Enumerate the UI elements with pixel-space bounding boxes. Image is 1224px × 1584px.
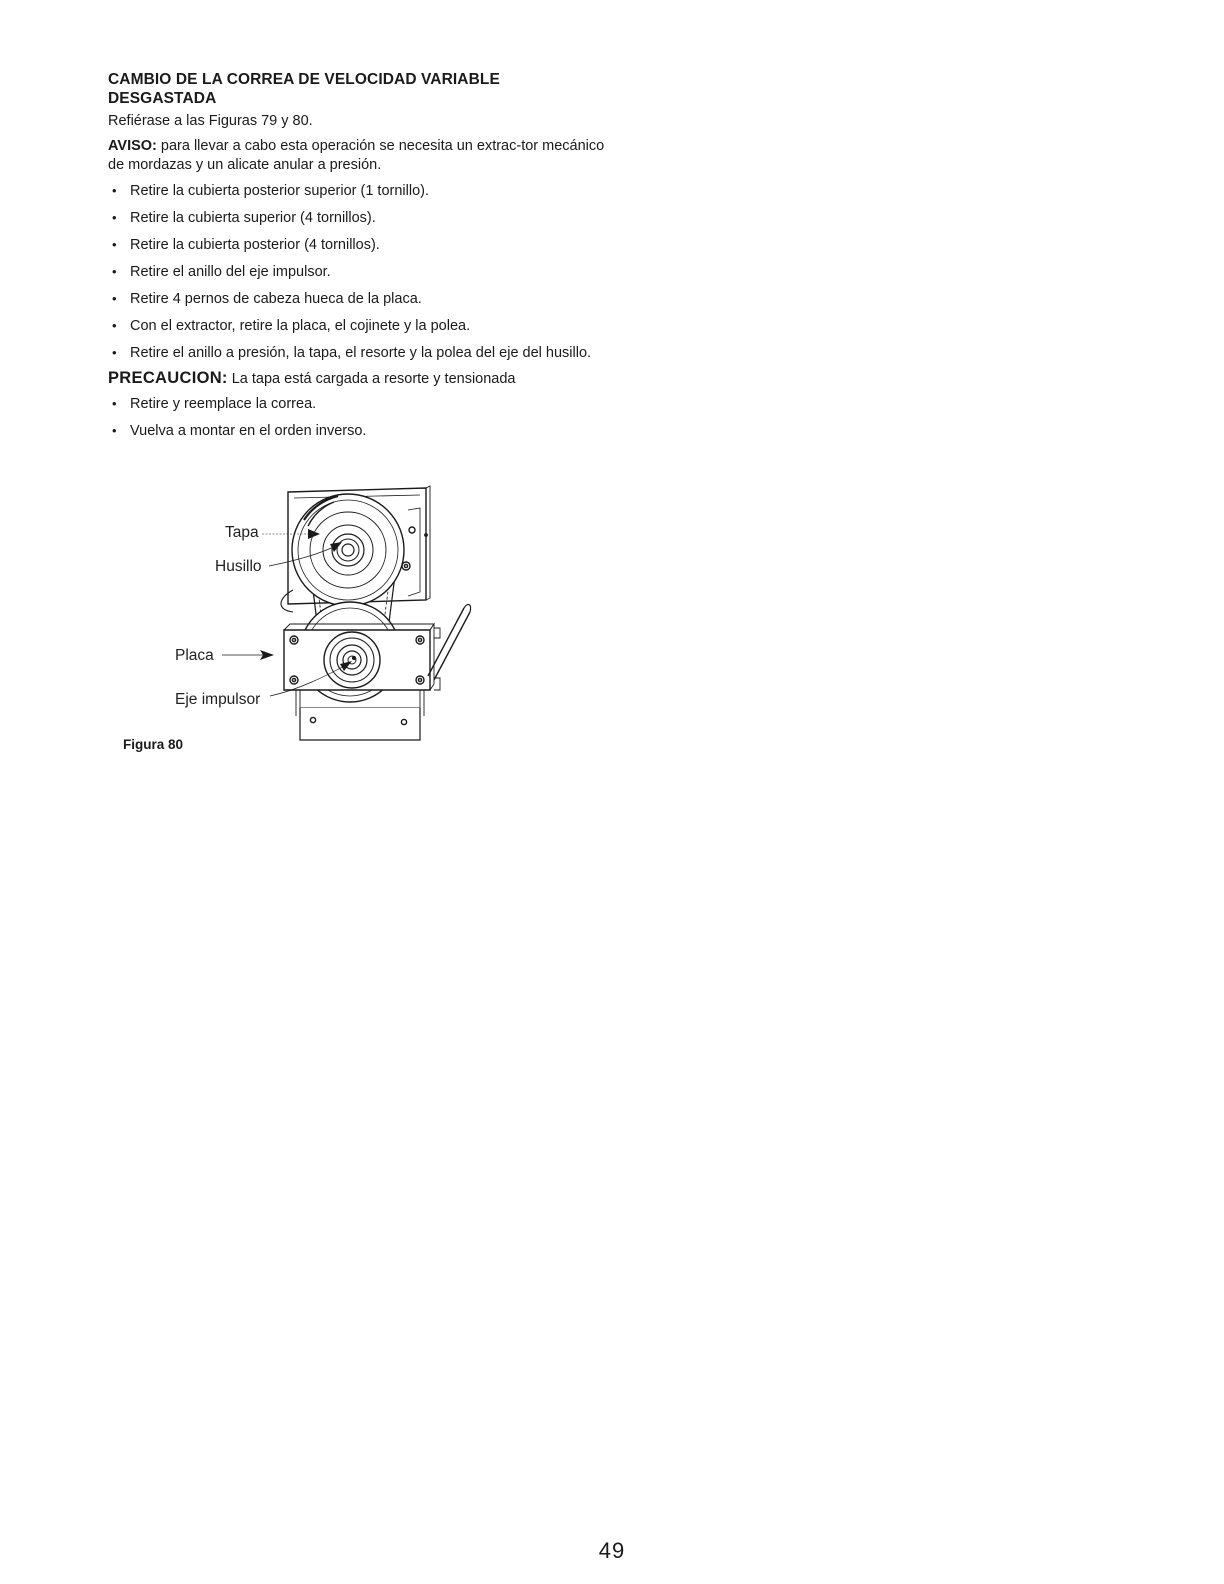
list-item: • Retire el anillo a presión, la tapa, el resorte y la polea del eje del husillo. [112,345,592,361]
bullet: • [112,237,117,252]
heading-line-1: CAMBIO DE LA CORREA DE VELOCIDAD VARIABLE [108,71,500,88]
bullet: • [112,183,117,198]
label-tapa: Tapa [225,524,259,541]
aviso-text: para llevar a cabo esta operación se necesita un extrac-tor mecánico de mordazas y un alicate anular a presión. [108,138,605,173]
aviso-note [108,137,608,174]
bullet: • [112,423,117,438]
figure-80 [108,480,508,760]
headstock-illustration [108,480,508,760]
list-item: • Retire la cubierta posterior superior (1 tornillo). [112,183,429,199]
page-number: 49 [598,1538,626,1563]
figure-caption: Figura 80 [123,737,184,752]
bullet: • [112,345,117,360]
label-husillo: Husillo [215,558,262,575]
steps-list-b [108,395,608,441]
caution-text: La tapa está cargada a resorte y tensionada [227,371,516,387]
bullet: • [112,264,117,279]
section-heading [108,70,608,108]
lever [434,612,470,680]
heading-line-2: DESGASTADA [108,90,217,107]
label-eje-impulsor: Eje impulsor [175,691,261,708]
list-item: • Retire la cubierta superior (4 tornillos). [112,210,376,226]
label-placa: Placa [175,647,214,664]
text-column [108,70,608,449]
bullet: • [112,291,117,306]
aviso-label: AVISO: [108,138,157,154]
list-item: • Vuelva a montar en el orden inverso. [112,423,367,439]
list-item: • Retire y reemplace la correa. [112,396,317,412]
steps-list-a [108,182,608,363]
caution-label: PRECAUCION: [108,369,228,387]
list-item: • Con el extractor, retire la placa, el cojinete y la polea. [112,318,471,334]
drive-hub [324,632,380,688]
list-item: • Retire 4 pernos de cabeza hueca de la placa. [112,291,422,307]
bullet: • [112,318,117,333]
caution-note [108,369,608,389]
spindle-pulley-outer [292,494,404,606]
bullet: • [112,210,117,225]
list-item: • Retire la cubierta posterior (4 tornillos). [112,237,380,253]
figure-reference: Refiérase a las Figuras 79 y 80. [108,113,313,129]
bullet: • [112,396,117,411]
list-item: • Retire el anillo del eje impulsor. [112,264,331,280]
